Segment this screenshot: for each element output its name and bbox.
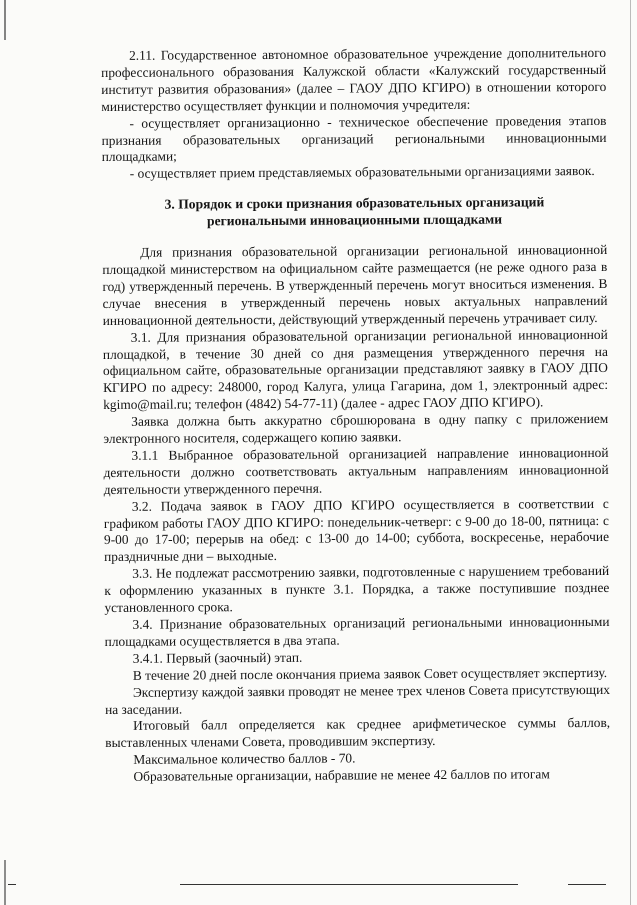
paragraph-3-1-1: 3.1.1 Выбранное образовательной организацией направление инновационной деятельности должно соответствовать актуальным направлениям инновационной деятельности утвержденного перечня. (103, 444, 609, 497)
paragraph-max-score: Максимальное количество баллов - 70. (133, 750, 356, 768)
paragraph-intro: Для признания образовательной организации региональной инновационной площадкой министерством на официальном сайте размещается (не реже одного раза в год) утвержденный перечень. В утвержденный перечень могут вноситься изменения. В случае внесения в утвержденный перечень новых актуальных направлений инновационной деятельности, действующий утвержденный перечень утрачивает силу. (102, 241, 608, 328)
bottom-rule-left (8, 884, 16, 885)
section-heading-line-1: 3. Порядок и сроки признания образовательных организаций (164, 194, 545, 212)
paragraph-3-4-1: 3.4.1. Первый (заочный) этап. (132, 649, 303, 666)
paragraph-folder: Заявка должна быть аккуратно сброшюрована в одну папку с приложением электронного носителя, содержащего копию заявки. (103, 411, 609, 447)
paragraph-3-2: 3.2. Подача заявок в ГАОУ ДПО КГИРО осуществляется в соответствии с графиком работы ГАОУ ДПО КГИРО: понедельник-четверг: с 9-00 до 18-00, пятница: с 9-00 до 17-00; перерыв на обед: с 13-00 до 14-00; суббота, воскресенье, нерабочие праздничные дни – выходные. (103, 495, 610, 565)
bullet-organizational-support: - осуществляет организационно - техническое обеспечение проведения этапов признания образовательных организаций региональными инновационными площадками; (101, 112, 607, 165)
paragraph-expertise: Экспертизу каждой заявки проводят не менее трех членов Совета присутствующих на заседании. (104, 681, 610, 717)
scan-left-edge (4, 0, 6, 905)
scan-right-edge (630, 0, 631, 905)
paragraph-3-4: 3.4. Признание образовательных организаций региональными инновационными площадками осуществляется в два этапа. (104, 613, 610, 649)
bottom-rule-main (180, 884, 518, 885)
paragraph-20-days: В течение 20 дней после окончания приема заявок Совет осуществляет экспертизу. (132, 664, 608, 683)
paragraph-score: Итоговый балл определяется как среднее арифметическое суммы баллов, выставленных членами Совета, проводившим экспертизу. (105, 715, 611, 751)
section-heading-line-2: региональными инновационными площадками (206, 211, 503, 229)
paragraph-2-11: 2.11. Государственное автономное образовательное учреждение дополнительного профессионального образования Калужской области «Калужский государственный институт развития образования» (далее – ГАОУ ДПО КГИРО) в отношении которого министерство осуществляет функции и полномочия учредителя: (101, 44, 607, 114)
paragraph-3-3: 3.3. Не подлежат рассмотрению заявки, подготовленные с нарушением требований к оформлению указанных в пункте 3.1. Порядка, а также поступившие позднее установленного срока. (104, 563, 610, 616)
bottom-rule-right (568, 884, 606, 885)
bullet-application-intake: - осуществляет прием представляемых образовательными организациями заявок. (129, 163, 595, 182)
paragraph-last: Образовательные организации, набравшие не менее 42 баллов по итогам (133, 766, 550, 784)
section-heading (102, 194, 607, 231)
document-body (101, 45, 610, 786)
paragraph-3-1: 3.1. Для признания образовательной организации региональной инновационной площадкой, в течение 30 дней со дня размещения утвержденного перечня на официальном сайте, образовательные организации представляют заявку в ГАОУ ДПО КГИРО по адресу: 248000, город Калуга, улица Гагарина, дом 1, электронный адрес: kgimo@mail.ru; телефон (4842) 54-77-11) (далее - адрес ГАОУ ДПО КГИРО). (102, 326, 609, 413)
